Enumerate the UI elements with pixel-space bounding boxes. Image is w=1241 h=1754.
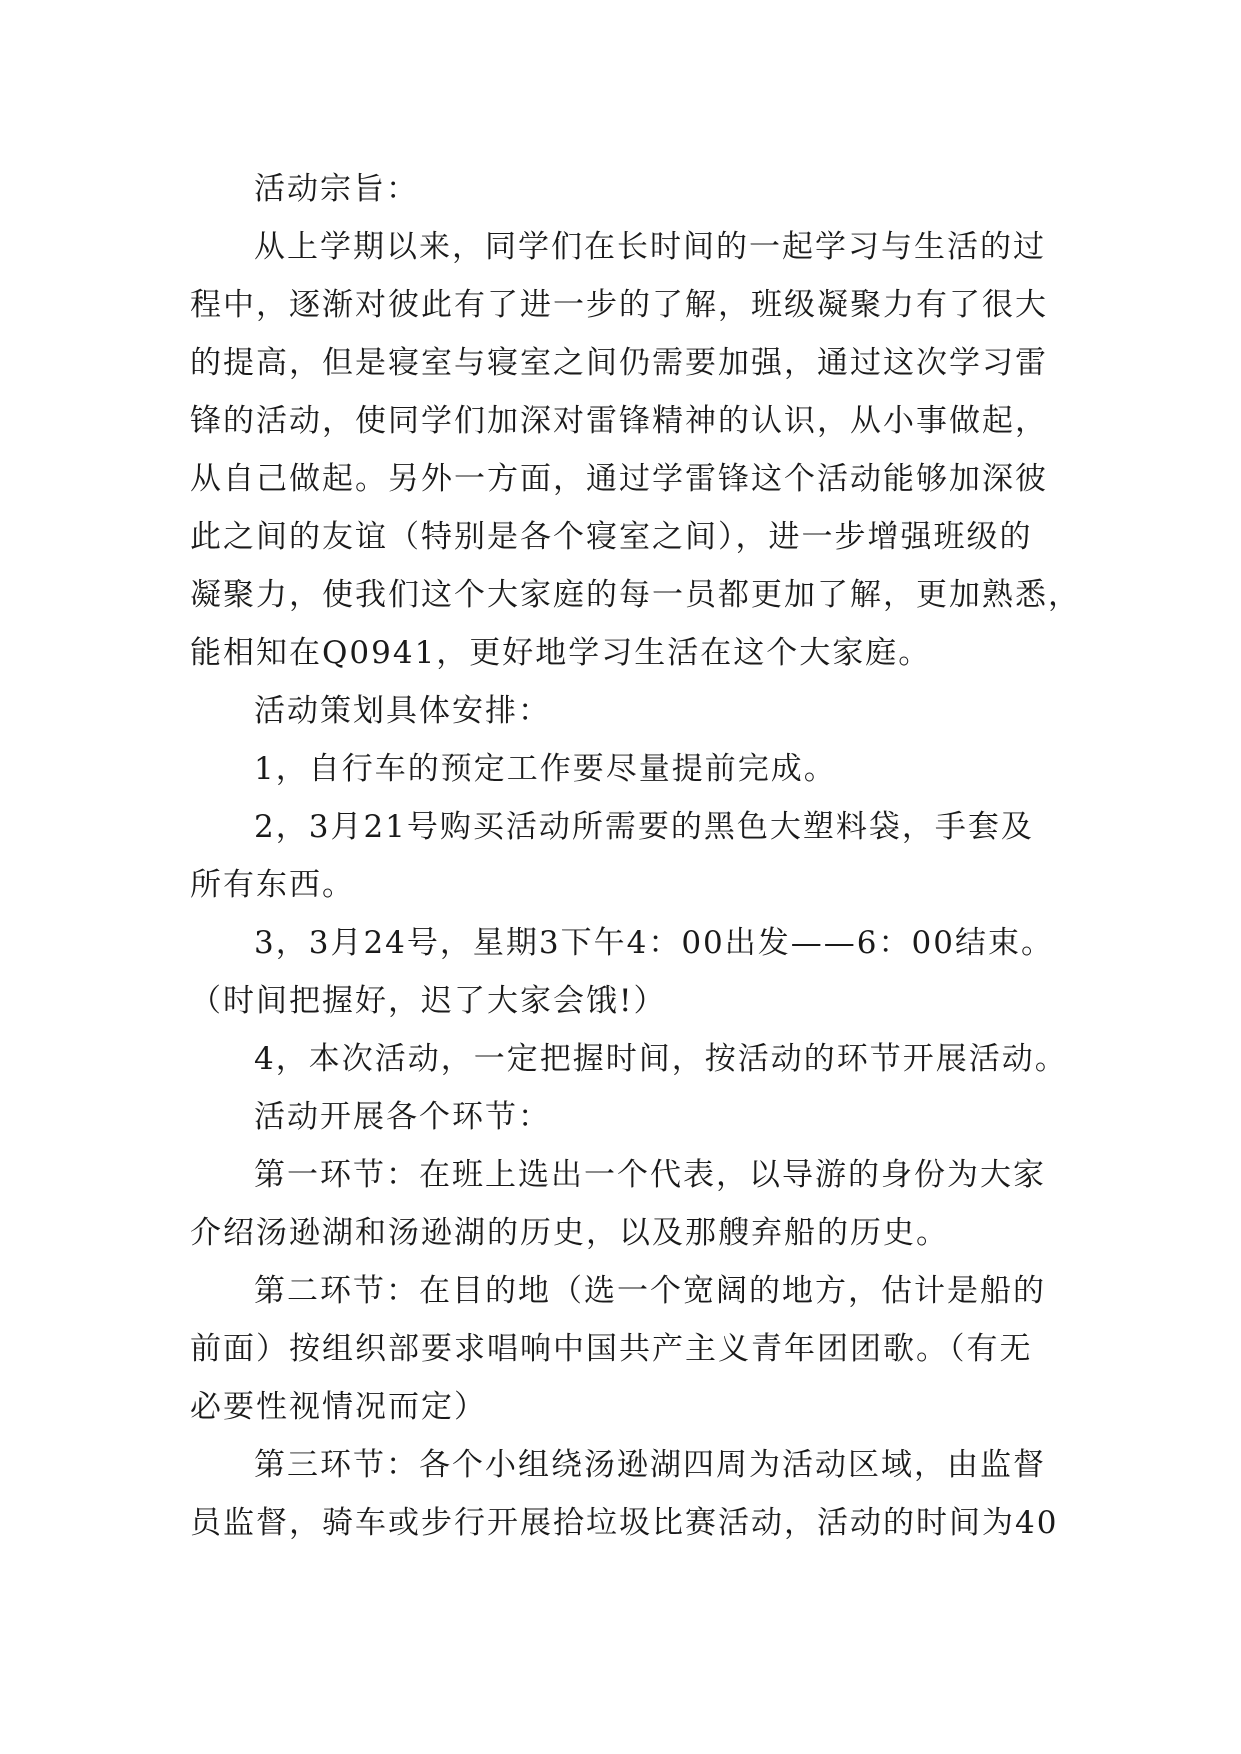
purpose-line: 能相知在Q0941，更好地学习生活在这个大家庭。 bbox=[190, 635, 932, 671]
plan-item-2-line: 所有东西。 bbox=[190, 867, 355, 903]
stage-2 bbox=[190, 1262, 1050, 1436]
plan-item-2-line: 2，3月21号购买活动所需要的黑色大塑料袋，手套及 bbox=[254, 809, 1034, 845]
stage-2-line: 必要性视情况而定） bbox=[190, 1389, 487, 1425]
document-body bbox=[190, 160, 1081, 1552]
stage-3-line: 第三环节：各个小组绕汤逊湖四周为活动区域，由监督 bbox=[254, 1447, 1046, 1483]
plan-item-2 bbox=[190, 798, 1050, 914]
heading-plan: 活动策划具体安排： bbox=[254, 693, 551, 729]
stage-1-line: 第一环节：在班上选出一个代表，以导游的身份为大家 bbox=[254, 1157, 1046, 1193]
purpose-line: 此之间的友谊（特别是各个寝室之间），进一步增强班级的 bbox=[190, 519, 1033, 555]
plan-item-3-line: （时间把握好，迟了大家会饿!） bbox=[190, 983, 667, 1019]
plan-item-3 bbox=[190, 914, 1054, 1030]
stage-1-line: 介绍汤逊湖和汤逊湖的历史，以及那艘弃船的历史。 bbox=[190, 1215, 949, 1251]
paragraph-purpose bbox=[190, 218, 1081, 682]
plan-item-1: 1，自行车的预定工作要尽量提前完成。 bbox=[254, 751, 837, 787]
plan-item-3-line: 3，3月24号，星期3下午4：00出发——6：00结束。 bbox=[254, 925, 1054, 961]
heading-stages: 活动开展各个环节： bbox=[254, 1099, 551, 1135]
stage-2-line: 第二环节：在目的地（选一个宽阔的地方，估计是船的 bbox=[254, 1273, 1046, 1309]
purpose-line: 的提高，但是寝室与寝室之间仍需要加强，通过这次学习雷 bbox=[190, 345, 1048, 381]
purpose-line: 程中，逐渐对彼此有了进一步的了解，班级凝聚力有了很大 bbox=[190, 287, 1048, 323]
purpose-line: 从上学期以来，同学们在长时间的一起学习与生活的过 bbox=[254, 229, 1046, 265]
purpose-line: 锋的活动，使同学们加深对雷锋精神的认识，从小事做起， bbox=[190, 403, 1048, 439]
stage-3-line: 员监督，骑车或步行开展拾垃圾比赛活动，活动的时间为40 bbox=[190, 1505, 1059, 1541]
purpose-line: 凝聚力，使我们这个大家庭的每一员都更加了解，更加熟悉， bbox=[190, 577, 1081, 613]
heading-purpose: 活动宗旨： bbox=[254, 171, 419, 207]
stage-2-line: 前面）按组织部要求唱响中国共产主义青年团团歌。（有无 bbox=[190, 1331, 1033, 1367]
stage-3 bbox=[190, 1436, 1059, 1552]
stage-1 bbox=[190, 1146, 1050, 1262]
plan-item-4: 4，本次活动，一定把握时间，按活动的环节开展活动。 bbox=[254, 1041, 1068, 1077]
purpose-line: 从自己做起。另外一方面，通过学雷锋这个活动能够加深彼 bbox=[190, 461, 1048, 497]
